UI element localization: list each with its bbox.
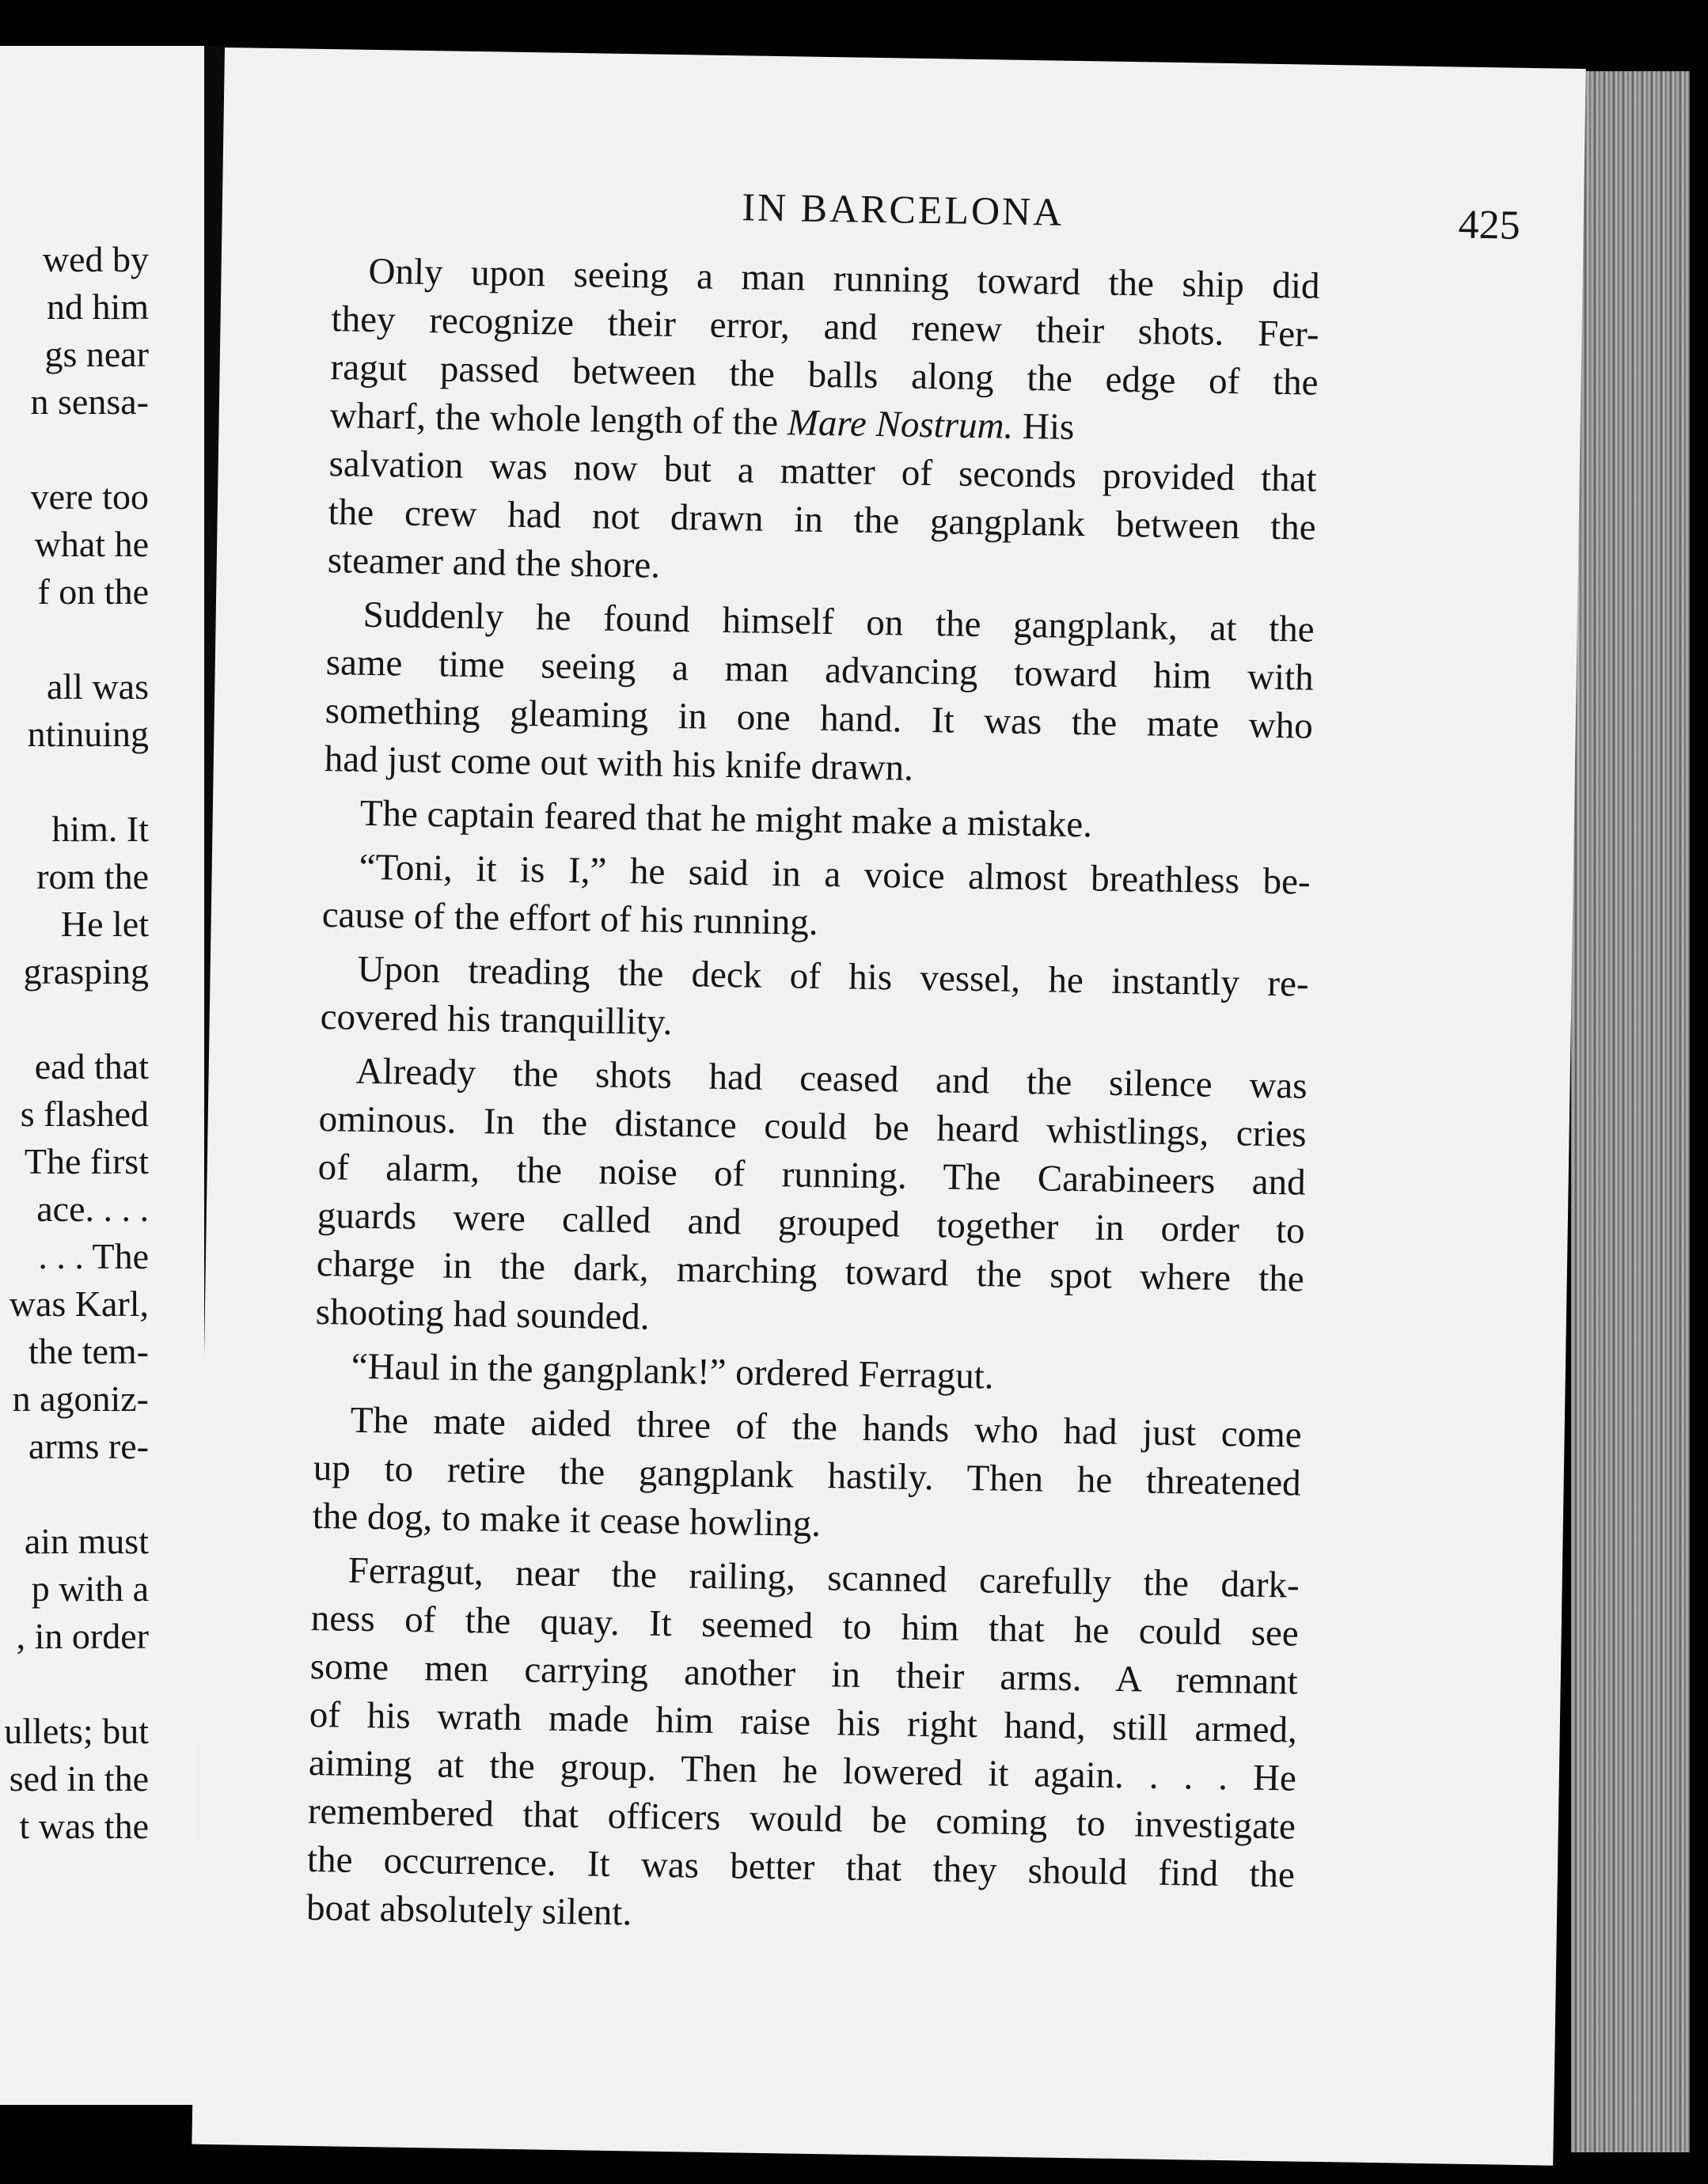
previous-page-line: ead that xyxy=(34,1046,149,1086)
previous-page-line: ace. . . . xyxy=(36,1189,149,1229)
paragraph xyxy=(312,1396,1302,1556)
text-line: “Haul in the gangplank!” ordered Ferragut. xyxy=(351,1345,994,1397)
text-run: His xyxy=(1012,405,1075,448)
text-line: guards were called and grouped together in order to xyxy=(317,1195,1306,1252)
previous-page-line: nd him xyxy=(46,286,149,327)
previous-page-line: ntinuing xyxy=(27,714,149,754)
text-line: steamer and the shore. xyxy=(327,540,661,586)
text-line: Suddenly he found himself on the gangplank, at the xyxy=(362,593,1315,650)
previous-page-line: s flashed xyxy=(20,1094,149,1134)
previous-page-line: The first xyxy=(24,1141,149,1181)
ship-name: Mare Nostrum. xyxy=(787,402,1014,447)
text-line: The captain feared that he might make a mistake. xyxy=(359,792,1093,846)
previous-page-line: n sensa- xyxy=(30,381,149,422)
text-line: they recognize their error, and renew their shots. Fer- xyxy=(331,298,1319,355)
previous-page-line: grasping xyxy=(23,951,149,992)
text-line: ragut passed between the balls along the edge of the xyxy=(330,347,1319,404)
previous-page-line: , in order xyxy=(16,1616,149,1656)
text-line: Upon treading the deck of his vessel, he instantly re- xyxy=(357,948,1309,1005)
previous-page-line: t was the xyxy=(19,1806,149,1846)
previous-page-line: rom the xyxy=(36,856,149,897)
page-edges xyxy=(1571,71,1690,2152)
text-line: of alarm, the noise of running. The Carabineers and xyxy=(317,1147,1307,1204)
previous-page-line: . . . The xyxy=(38,1236,149,1276)
body-text xyxy=(306,247,1319,1953)
paragraph xyxy=(321,843,1311,955)
paragraph xyxy=(314,1342,1303,1406)
text-line: something gleaming in one hand. It was the mate who xyxy=(325,690,1314,747)
text-line: shooting had sounded. xyxy=(315,1291,650,1338)
text-line: salvation was now but a matter of seconds provided that xyxy=(328,443,1318,500)
paragraph xyxy=(327,247,1320,601)
previous-page-line: him. It xyxy=(51,809,149,849)
running-head: IN BARCELONA xyxy=(742,184,1065,234)
previous-page-line: was Karl, xyxy=(9,1283,149,1324)
text-line: Only upon seeing a man running toward the ship did xyxy=(368,250,1320,307)
previous-page-line: p with a xyxy=(31,1568,149,1609)
text-line: Ferragut, near the railing, scanned carefully the dark- xyxy=(347,1549,1300,1606)
text-line: The mate aided three of the hands who had just come xyxy=(350,1399,1303,1456)
line-gap xyxy=(0,1470,149,1518)
previous-page-line: all was xyxy=(46,666,149,707)
text-line: ominous. In the distance could be heard whistlings, cries xyxy=(318,1098,1308,1155)
paragraph xyxy=(323,789,1311,853)
previous-page-line: the tem- xyxy=(28,1331,149,1371)
previous-page-line: He let xyxy=(60,904,149,944)
previous-page-line: f on the xyxy=(37,571,149,612)
previous-page-line: gs near xyxy=(44,334,149,374)
text-line: boat absolutely silent. xyxy=(306,1886,632,1934)
page-number: 425 xyxy=(1458,202,1521,248)
text-run: wharf, the whole length of the xyxy=(329,395,788,444)
text-line: ness of the quay. It seemed to him that he could see xyxy=(310,1597,1300,1655)
previous-page-line: n agoniz- xyxy=(12,1378,149,1419)
previous-page-line: vere too xyxy=(30,476,149,517)
text-line: up to retire the gangplank hastily. Then he threatened xyxy=(313,1447,1302,1504)
previous-page-line: ain must xyxy=(24,1521,149,1561)
text-line: remembered that officers would be coming to investigate xyxy=(307,1790,1296,1848)
paragraph xyxy=(324,590,1315,799)
previous-page-line: ullets; but xyxy=(4,1711,149,1751)
previous-page-text xyxy=(0,236,149,1850)
text-line: cause of the effort of his running. xyxy=(321,894,819,943)
text-line: “Toni, it is I,” he said in a voice almost breathless be- xyxy=(359,846,1311,903)
line-gap xyxy=(0,616,149,663)
previous-page-line: wed by xyxy=(42,239,149,279)
text-line: covered his tranquillity. xyxy=(320,996,673,1044)
line-gap xyxy=(0,1660,149,1708)
text-line: same time seeing a man advancing toward him with xyxy=(325,642,1315,699)
text-line: charge in the dark, marching toward the spot where the xyxy=(316,1243,1305,1300)
text-line: some men carrying another in their arms. A remnant xyxy=(309,1645,1299,1703)
line-gap xyxy=(0,758,149,806)
paragraph xyxy=(320,945,1309,1057)
text-line: had just come out with his knife drawn. xyxy=(324,738,914,789)
text-line: aiming at the group. Then he lowered it again. . . . He xyxy=(308,1742,1297,1799)
text-line: the crew had not drawn in the gangplank between the xyxy=(328,491,1317,548)
text-line: the occurrence. It was better that they should find the xyxy=(306,1838,1296,1896)
previous-page-line: what he xyxy=(34,524,149,564)
previous-page-line: arms re- xyxy=(28,1426,149,1466)
text-line: of his wrath made him raise his right hand, still armed, xyxy=(309,1693,1298,1751)
line-gap xyxy=(0,426,149,473)
text-line: Already the shots had ceased and the silence was xyxy=(355,1050,1308,1107)
line-gap xyxy=(0,995,149,1043)
current-page xyxy=(192,47,1585,2166)
text-line: the dog, to make it cease howling. xyxy=(312,1495,822,1545)
previous-page-fragment xyxy=(0,46,204,2105)
previous-page-line: sed in the xyxy=(9,1758,149,1799)
paragraph xyxy=(315,1047,1308,1352)
paragraph xyxy=(306,1546,1300,1948)
